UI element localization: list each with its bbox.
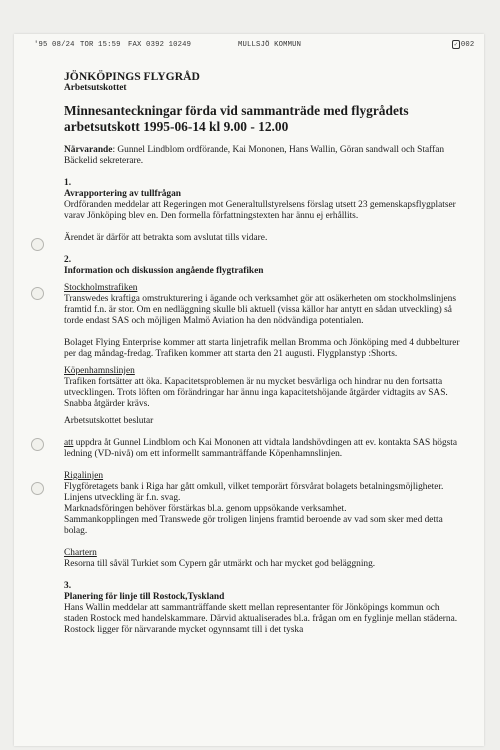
copenhagen-body: Trafiken fortsätter att öka. Kapacitetsproblemen är nu mycket besvärliga och hindrar nu den fortsatta utvecklingen. Trots löften om förändringar har ännu inga kapacitetshöjande åtgärder vidtagits av SAS. Snabba åtgärder krävs. (64, 377, 448, 409)
section-2-title: Information och diskussion angående flygtrafiken (64, 266, 264, 276)
section-3-number: 3. (64, 581, 72, 591)
fax-sender: MULLSJÖ KOMMUN (238, 41, 302, 49)
fax-day-time: TOR 15:59 (80, 41, 121, 49)
stockholm-heading: Stockholmstrafiken (64, 283, 138, 293)
attendees (64, 145, 464, 167)
section-1-title: Avrapportering av tullfrågan (64, 189, 182, 199)
document-body (64, 70, 464, 636)
committee-name: Arbetsutskottet (64, 83, 127, 93)
title-line-2: arbetsutskott 1995-06-14 kl 9.00 - 12.00 (64, 118, 289, 134)
decision-label: Arbetsutskottet beslutar (64, 416, 154, 426)
section-3-title: Planering för linje till Rostock,Tyskland (64, 592, 225, 602)
section-2-number: 2. (64, 255, 72, 265)
charter-body: Resorna till såväl Turkiet som Cypern går utmärkt och har mycket god beläggning. (64, 559, 376, 569)
section-3-body: Hans Wallin meddelar att sammanträffande skett mellan representanter för Jönköpings kommun och staden Rostock med handelskammare. Därvid aktualiserades bl.a. frågan om en fyglinje mellan städerna. Rostock ligger för närvarande mycket ogynnsamt till i det tyska (64, 603, 458, 635)
fax-page-icon: ✓ (454, 41, 458, 48)
binder-hole (31, 287, 44, 300)
bromma-body: Bolaget Flying Enterprise kommer att starta linjetrafik mellan Bromma och Jönköping med 4 dubbelturer per dag måndag-fredag. Trafiken kommer att starta den 21 augusti. Flygplanstyp :Shorts. (64, 338, 460, 359)
riga-heading: Rigalinjen (64, 471, 104, 481)
decision-text (64, 438, 464, 460)
riga-line-2: Marknadsföringen behöver förstärkas bl.a. genom uppsökande verksamhet. (64, 504, 347, 514)
fax-page-number: 002 (460, 41, 475, 49)
decision-att: att (64, 438, 74, 448)
riga-line-1: Flygföretagets bank i Riga har gått omkull, vilket temporärt försvårat bolagets betalningsmöjligheter. Linjens utveckling är f.n. svag. (64, 482, 444, 503)
decision-body: uppdra åt Gunnel Lindblom och Kai Mononen att vidtala landshövdingen att ev. kontakta SAS högsta ledning (VD-nivå) om ett informellt sammanträffande Köpenhamnslinjen. (64, 438, 458, 459)
title-line-1: Minnesanteckningar förda vid sammanträde med flygrådets (64, 103, 409, 118)
fax-number: FAX 0392 10249 (128, 41, 192, 49)
document-title (64, 103, 464, 134)
charter-heading: Chartern (64, 548, 97, 558)
section-1-number: 1. (64, 178, 72, 188)
binder-hole (31, 238, 44, 251)
riga-line-3: Sammankopplingen med Transwede gör troligen linjens framtid beroende av vad som sker med detta bolag. (64, 515, 443, 536)
section-1-closing: Ärendet är därför att betrakta som avslutat tills vidare. (64, 233, 268, 243)
binder-hole (31, 482, 44, 495)
attendees-label: Närvarande (64, 145, 113, 155)
fax-date: '95 08/24 (34, 41, 75, 49)
attendees-text: : Gunnel Lindblom ordförande, Kai Mononen, Hans Wallin, Göran sandwall och Staffan Bäckelid sekreterare. (64, 145, 445, 166)
copenhagen-heading: Köpenhamnslinjen (64, 366, 135, 376)
section-1-body: Ordföranden meddelar att Regeringen mot Generaltullstyrelsens förslag utsett 23 gemenskapsflygplatser varav Jönköping blev en. Den formella författningstexten har ännu ej erhållits. (64, 200, 456, 221)
fax-page (452, 41, 474, 49)
binder-hole (31, 438, 44, 451)
org-name: JÖNKÖPINGS FLYGRÅD (64, 70, 200, 83)
stockholm-body: Transwedes kraftiga omstrukturering i ägande och verksamhet gör att osäkerheten om stockholmslinjens framtid f.n. är stor. Om en nedläggning skulle bli aktuell (vissa källor har antytt en sådan utveckling) så torde endast SAS och möjligen Malmö Aviation ha den nödvändiga potentialen. (64, 294, 457, 326)
